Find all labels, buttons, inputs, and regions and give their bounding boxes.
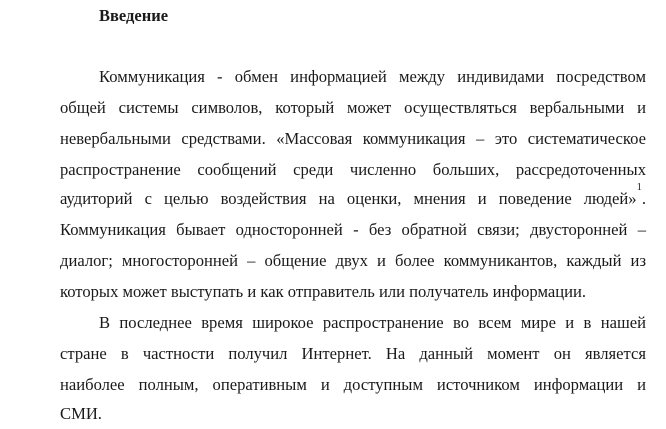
paragraph-2-line-2: стране в частности получил Интернет. На данный момент он является bbox=[60, 344, 646, 363]
paragraph-2-line-1: В последнее время широкое распространение во всем мире и в нашей bbox=[99, 313, 646, 332]
paragraph-2-line-3: наиболее полным, оперативным и доступным источником информации и bbox=[60, 375, 646, 394]
section-heading: Введение bbox=[99, 6, 169, 25]
paragraph-1-line-2: общей системы символов, который может осуществляться вербальными и bbox=[60, 98, 646, 117]
paragraph-1-line-5 bbox=[60, 182, 646, 210]
paragraph-1-line-5-text: аудиторий с целью воздействия на оценки, мнения и поведение людей» bbox=[60, 189, 637, 208]
paragraph-1-line-1: Коммуникация - обмен информацией между индивидами посредством bbox=[99, 67, 646, 86]
footnote-trailing-period: . bbox=[641, 189, 646, 208]
paragraph-1-line-7: диалог; многосторонней – общение двух и более коммуникантов, каждый из bbox=[60, 251, 646, 270]
paragraph-1-line-8: которых может выступать и как отправитель или получатель информации. bbox=[60, 282, 587, 301]
paragraph-1-line-3: невербальными средствами. «Массовая коммуникация – это систематическое bbox=[60, 129, 646, 148]
paragraph-1-line-6: Коммуникация бывает односторонней - без обратной связи; двусторонней – bbox=[60, 220, 646, 239]
paragraph-2-line-4: СМИ. bbox=[60, 404, 102, 423]
paragraph-1-line-4: распространение сообщений среди численно больших, рассредоточенных bbox=[60, 160, 646, 179]
footnote-mark[interactable]: 1 bbox=[636, 182, 642, 194]
